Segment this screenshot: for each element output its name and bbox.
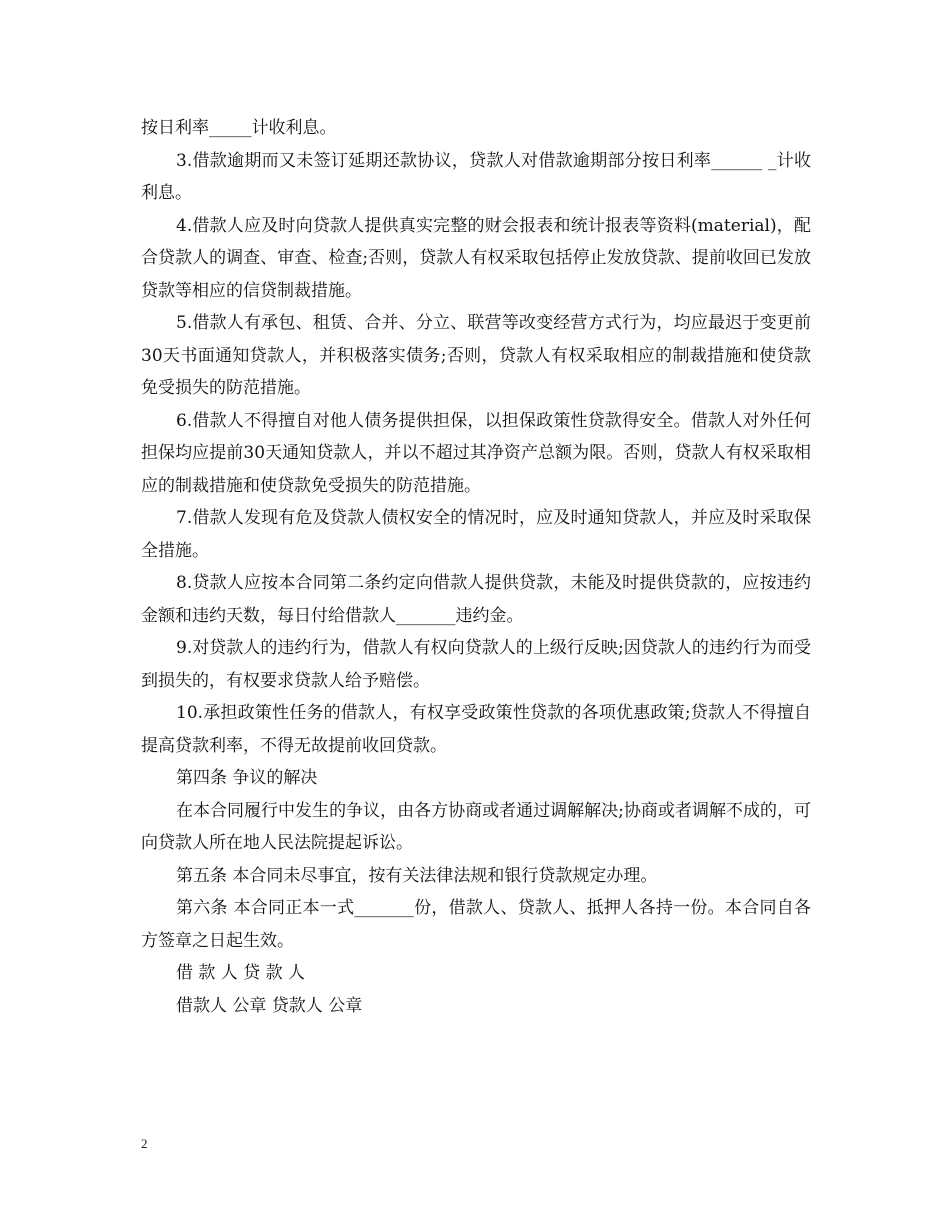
paragraph-dispute-resolution: 在本合同履行中发生的争议，由各方协商或者通过调解解决;协商或者调解不成的，可向贷款人所在地人民法院提起诉讼。 [141, 800, 811, 853]
signature-seal-line: 借款人 公章 贷款人 公章 [176, 995, 363, 1016]
signature-parties-line: 借 款 人 贷 款 人 [176, 963, 306, 983]
paragraph-clause-4: 4.借款人应及时向贷款人提供真实完整的财会报表和统计报表等资料(material)，配合贷款人的调查、审查、检查;否则，贷款人有权采取包括停止发放贷款、提前收回已发放贷款等相应的信贷制裁措施。 [141, 215, 811, 301]
article-5: 第五条 本合同未尽事宜，按有关法律法规和银行贷款规定办理。 [176, 865, 658, 886]
paragraph-clause-7: 7.借款人发现有危及贷款人债权安全的情况时，应及时通知贷款人，并应及时采取保全措施。 [141, 508, 811, 561]
paragraph-daily-rate-continuation: 按日利率_____计收利息。 [141, 118, 337, 138]
article-4-heading: 第四条 争议的解决 [176, 768, 318, 788]
article-6: 第六条 本合同正本一式_______份，借款人、贷款人、抵押人各持一份。本合同自各方签章之日起生效。 [141, 898, 811, 951]
paragraph-clause-6: 6.借款人不得擅自对他人债务提供担保，以担保政策性贷款得安全。借款人对外任何担保均应提前30天通知贷款人，并以不超过其净资产总额为限。否则，贷款人有权采取相应的制裁措施和使贷款免受损失的防范措施。 [141, 410, 811, 496]
document-body [141, 112, 811, 1022]
page-number: 2 [141, 1136, 148, 1151]
paragraph-clause-3: 3.借款逾期而又未签订延期还款协议，贷款人对借款逾期部分按日利率______ _计收利息。 [141, 150, 811, 203]
paragraph-clause-5: 5.借款人有承包、租赁、合并、分立、联营等改变经营方式行为，均应最迟于变更前30天书面通知贷款人，并积极落实债务;否则，贷款人有权采取相应的制裁措施和使贷款免受损失的防范措施。 [141, 313, 811, 398]
paragraph-clause-10: 10.承担政策性任务的借款人，有权享受政策性贷款的各项优惠政策;贷款人不得擅自提高贷款利率，不得无故提前收回贷款。 [141, 703, 811, 756]
paragraph-clause-8: 8.贷款人应按本合同第二条约定向借款人提供贷款，未能及时提供贷款的，应按违约金额和违约天数，每日付给借款人_______违约金。 [141, 573, 811, 626]
paragraph-clause-9: 9.对贷款人的违约行为，借款人有权向贷款人的上级行反映;因贷款人的违约行为而受到损失的，有权要求贷款人给予赔偿。 [141, 638, 811, 691]
